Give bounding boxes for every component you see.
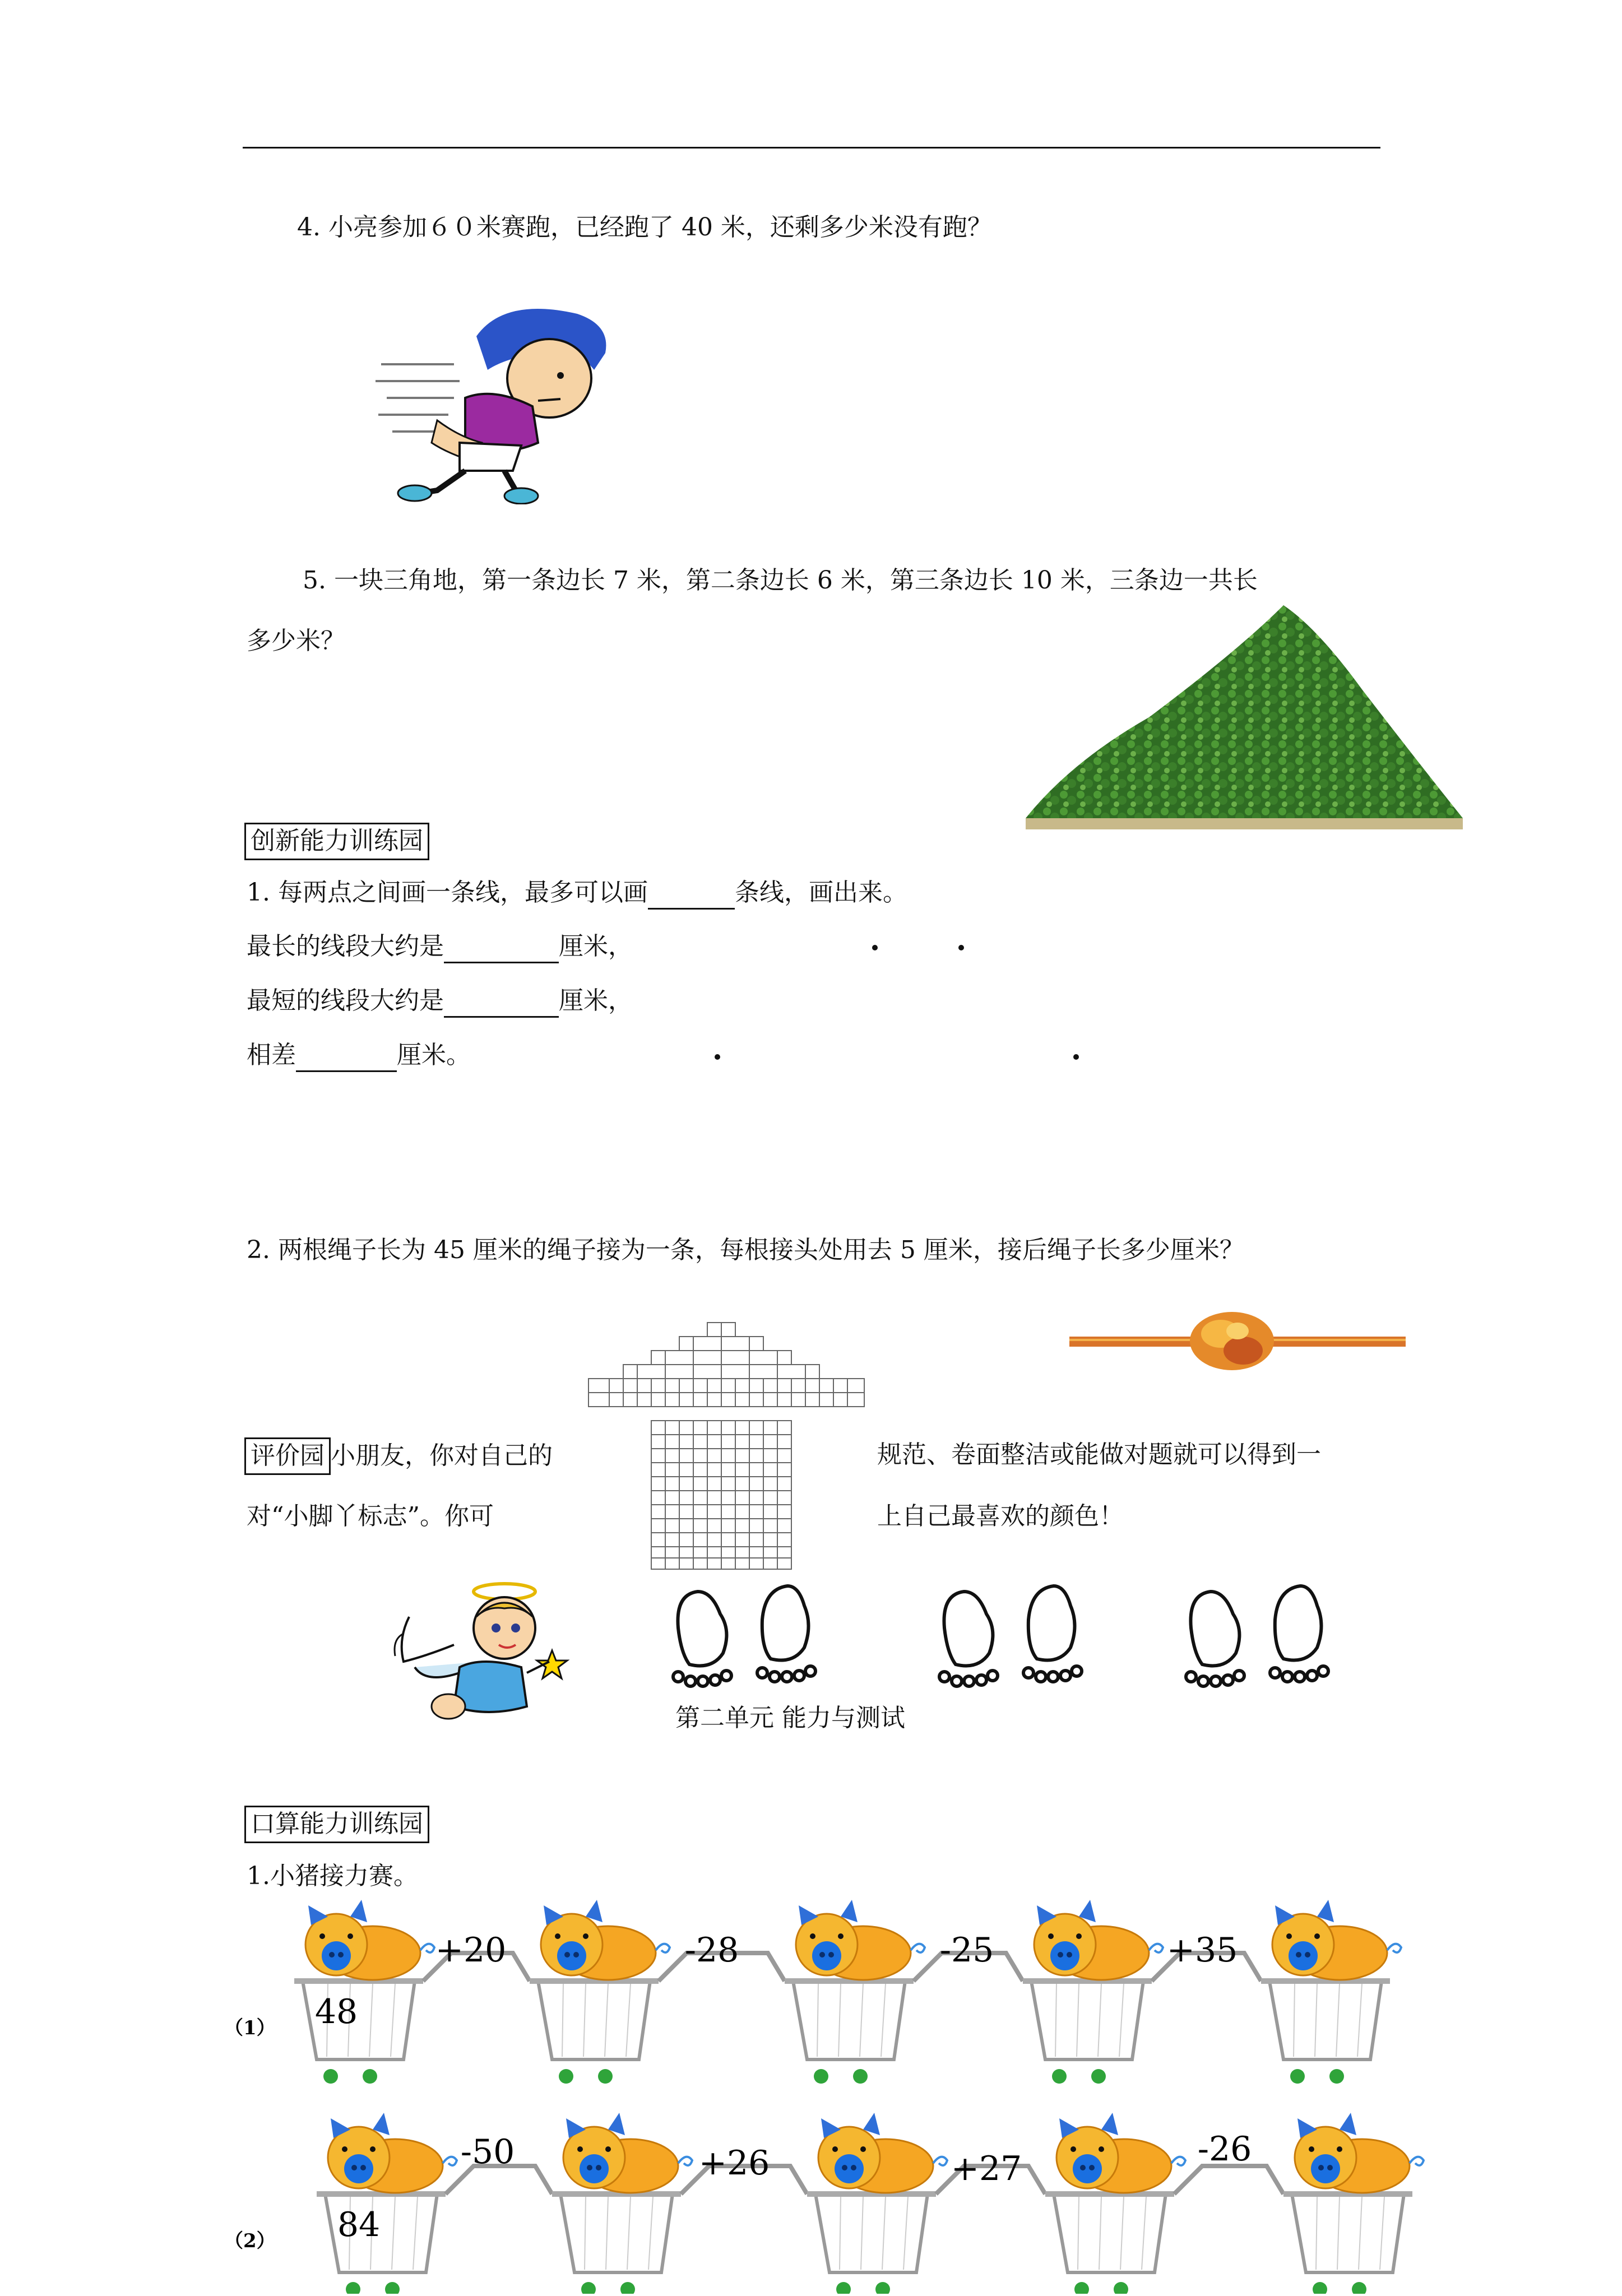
cart-wheel — [363, 2069, 377, 2084]
pig-cart[interactable] — [1261, 1900, 1401, 2084]
oral-q1: 1.小猪接力赛。 — [247, 1862, 418, 1890]
cart-wheel — [853, 2069, 868, 2084]
row-label: （1） — [224, 2017, 276, 2039]
pig-cart[interactable] — [1283, 2113, 1424, 2294]
pig-cart[interactable] — [1023, 1900, 1163, 2084]
innovation-heading: 创新能力训练园 — [244, 823, 429, 860]
cart-wheel — [1091, 2069, 1106, 2084]
pig-cart[interactable] — [807, 2113, 947, 2294]
runner-image — [370, 303, 633, 504]
answer-blank-shortest[interactable] — [444, 986, 559, 1018]
point-b — [958, 945, 964, 950]
footprint-pair-2[interactable] — [933, 1580, 1101, 1692]
pig-snout — [1050, 1941, 1079, 1970]
operation-label: +35 — [1166, 1931, 1238, 1970]
pig-cart — [317, 2113, 457, 2294]
pig-snout — [580, 2154, 609, 2183]
unit2-title: 第二单元 能力与测试 — [675, 1704, 905, 1732]
cart-wheel — [875, 2282, 890, 2294]
footprint-pair-3[interactable] — [1180, 1580, 1348, 1692]
evaluation-line1-right: 规范、卷面整洁或能做对题就可以得到一 — [877, 1440, 1321, 1469]
footprint-pair-1[interactable] — [667, 1580, 835, 1692]
pig-snout — [1311, 2154, 1340, 2183]
cart-wheel — [1052, 2069, 1067, 2084]
pig-relay-area — [0, 1894, 1622, 2294]
operation-label: +26 — [698, 2144, 770, 2183]
answer-blank-longest[interactable] — [444, 932, 559, 963]
angel-image — [392, 1578, 572, 1729]
innovation-q1: 1. 每两点之间画一条线，最多可以画 条线，画出来。 — [247, 878, 907, 910]
cart-wheel — [1313, 2282, 1327, 2294]
pig-snout — [1073, 2154, 1102, 2183]
rope-knot-image — [1069, 1309, 1406, 1376]
evaluation-line1: 评价园 小朋友，你对自己的 — [244, 1437, 553, 1475]
cart-wheel — [559, 2069, 573, 2084]
pig-snout — [322, 1941, 351, 1970]
cart-wheel — [1074, 2282, 1089, 2294]
cart-wheel — [1114, 2282, 1128, 2294]
pig-cart[interactable] — [552, 2113, 692, 2294]
cart-wheel — [836, 2282, 851, 2294]
cart-wheel — [323, 2069, 338, 2084]
cart-wheel — [385, 2282, 400, 2294]
header-rule — [243, 147, 1380, 149]
operation-label: +20 — [435, 1931, 507, 1970]
pig-snout — [344, 2154, 373, 2183]
cart-wheel — [1329, 2069, 1344, 2084]
pig-snout — [812, 1941, 841, 1970]
evaluation-heading: 评价园 — [244, 1437, 331, 1475]
cart-wheel — [581, 2282, 596, 2294]
pig-snout — [557, 1941, 586, 1970]
cart-wheel — [620, 2282, 635, 2294]
operation-label: +27 — [951, 2149, 1022, 2188]
cart-wheel — [598, 2069, 613, 2084]
operation-label: -28 — [684, 1931, 739, 1970]
innovation-q2: 2. 两根绳子长为 45 厘米的绳子接为一条，每根接头处用去 5 厘米，接后绳子长多少厘米？ — [247, 1236, 1244, 1264]
point-a — [872, 945, 878, 950]
longest-segment-line: 最长的线段大约是 厘米， — [247, 932, 633, 963]
question-4: 4. 小亮参加６０米赛跑，已经跑了 40 米，还剩多少米没有跑？ — [297, 213, 992, 242]
cart-wheel — [346, 2282, 360, 2294]
pig-snout — [835, 2154, 864, 2183]
start-number: 48 — [314, 1992, 358, 2031]
cart-wheel — [1352, 2282, 1366, 2294]
cart-wheel — [814, 2069, 828, 2084]
point-c — [715, 1054, 720, 1060]
shortest-segment-line: 最短的线段大约是 厘米， — [247, 986, 633, 1018]
point-d — [1073, 1054, 1079, 1060]
rail-connector — [1174, 2166, 1283, 2194]
answer-blank-lines[interactable] — [648, 878, 735, 910]
oral-heading: 口算能力训练园 — [244, 1806, 429, 1843]
question-5-line2: 多少米？ — [247, 627, 345, 655]
question-5-line1: 5. 一块三角地，第一条边长 7 米，第二条边长 6 米，第三条边长 10 米，三条边一共长 — [303, 566, 1258, 595]
grid-house-diagram — [587, 1320, 867, 1572]
operation-label: -50 — [460, 2132, 515, 2172]
answer-blank-difference[interactable] — [296, 1041, 397, 1072]
pig-cart[interactable] — [530, 1900, 670, 2084]
triangle-field-image — [1026, 605, 1463, 829]
cart-wheel — [1290, 2069, 1305, 2084]
difference-line: 相差 厘米。 — [247, 1041, 471, 1072]
pig-cart[interactable] — [1045, 2113, 1185, 2294]
row-label: （2） — [224, 2230, 276, 2252]
pig-cart — [294, 1900, 434, 2084]
evaluation-line2-right: 上自己最喜欢的颜色！ — [877, 1502, 1124, 1530]
operation-label: -26 — [1197, 2130, 1252, 2169]
operation-label: -25 — [939, 1931, 994, 1970]
pig-snout — [1289, 1941, 1318, 1970]
pig-cart[interactable] — [785, 1900, 925, 2084]
start-number: 84 — [337, 2205, 381, 2244]
evaluation-line2-left: 对“小脚丫标志”。你可 — [247, 1502, 494, 1530]
